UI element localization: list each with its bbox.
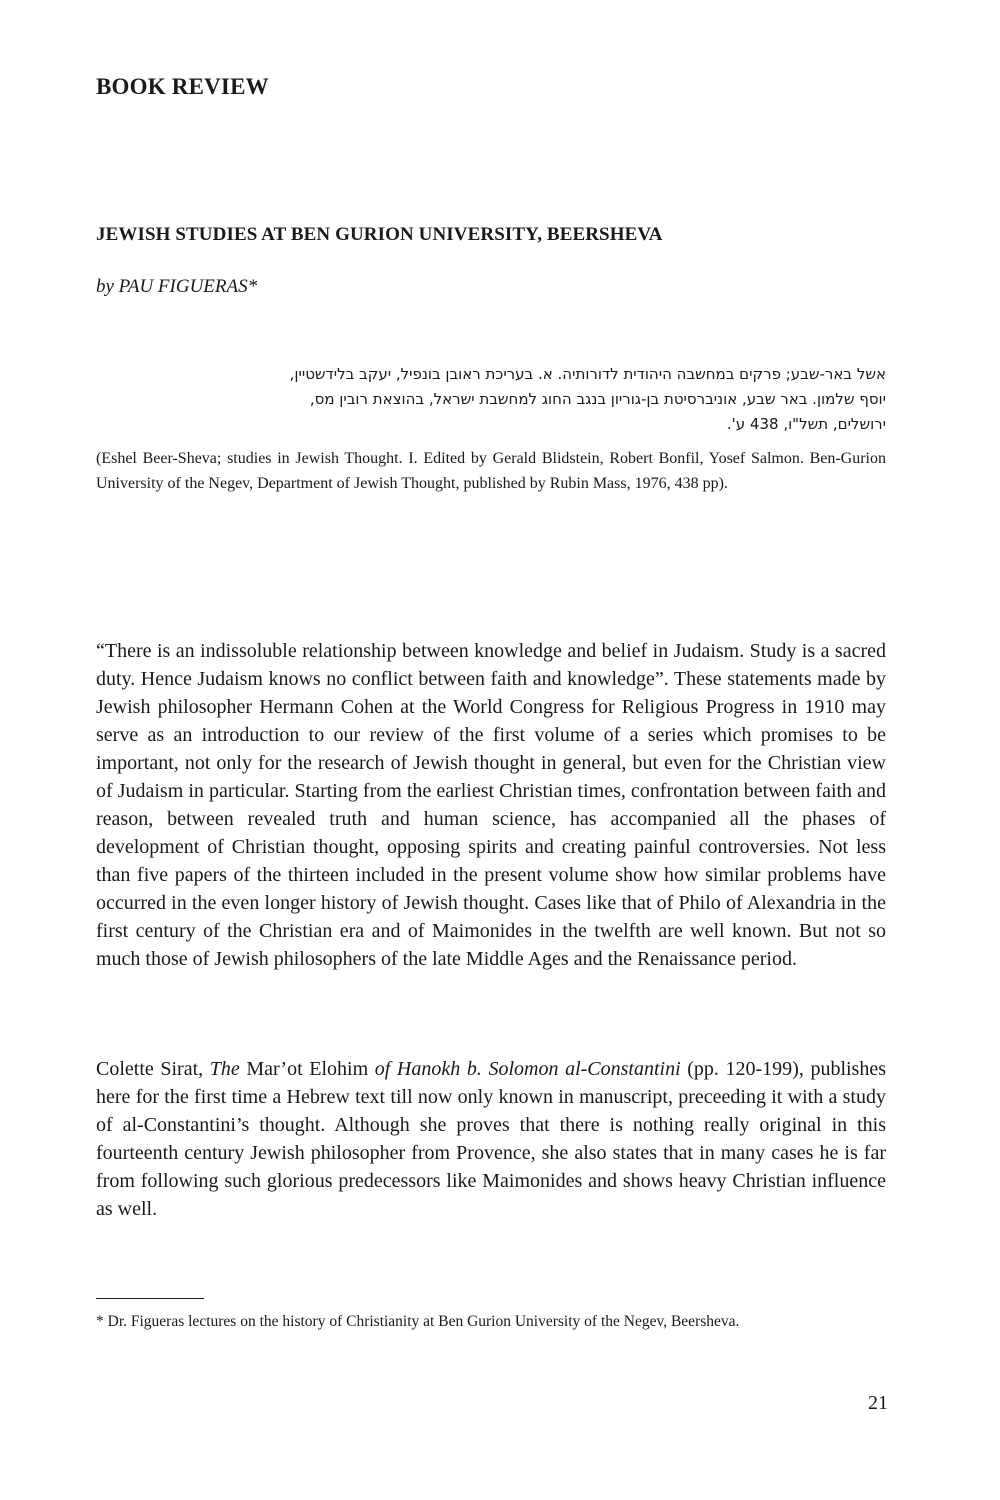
reviewed-title-roman: Mar’ot Elohim bbox=[239, 1058, 375, 1080]
hebrew-citation-line: ירושלים, תשל"ו, 438 ע'. bbox=[726, 415, 886, 433]
reviewed-title-italic: of Hanokh b. Solomon al-Constantini bbox=[374, 1058, 681, 1080]
body-paragraph bbox=[96, 1055, 886, 1223]
article-title: JEWISH STUDIES AT BEN GURION UNIVERSITY, BEERSHEVA bbox=[96, 224, 663, 245]
section-heading: BOOK REVIEW bbox=[96, 74, 269, 99]
author-byline: by PAU FIGUERAS* bbox=[96, 276, 258, 297]
hebrew-citation-line: אשל באר-שבע; פרקים במחשבה היהודית לדורותיה. א. בעריכת ראובן בונפיל, יעקב בלידשטיין, bbox=[289, 365, 886, 383]
paragraph-text: (pp. 120-199), publishes here for the first time a Hebrew text till now only known in manuscript, preceeding it with a study of al-Constantini’s thought. Although she proves that there is nothing really original in this fourteenth century Jewish philosopher from Provence, she also states that in many cases he is far from following such glorious predecessors like Maimonides and shows heavy Christian influence as well. bbox=[96, 1058, 886, 1220]
reviewed-title-italic: The bbox=[209, 1058, 240, 1080]
footnote: * Dr. Figueras lectures on the history of Christianity at Ben Gurion University of the Negev, Beersheva. bbox=[96, 1313, 740, 1330]
hebrew-citation-line: יוסף שלמון. באר שבע, אוניברסיטת בן-גוריון בנגב החוג למחשבת ישראל, בהוצאת רובין מס, bbox=[309, 390, 886, 408]
footnote-divider bbox=[96, 1298, 204, 1299]
hebrew-citation bbox=[96, 362, 886, 437]
english-citation: (Eshel Beer-Sheva; studies in Jewish Thought. I. Edited by Gerald Blidstein, Robert Bonfil, Yosef Salmon. Ben-Gurion University of the Negev, Department of Jewish Thought, published by Rubin Mass, 1976, 438 pp). bbox=[96, 450, 886, 492]
body-paragraph: “There is an indissoluble relationship between knowledge and belief in Judaism. Study is a sacred duty. Hence Judaism knows no conflict between faith and knowledge”. These statements made by Jewish philosopher Hermann Cohen at the World Congress for Religious Progress in 1910 may serve as an introduction to our review of the first volume of a series which promises to be important, not only for the research of Jewish thought in general, but even for the Christian view of Judaism in particular. Starting from the earliest Christian times, confrontation between faith and reason, between revealed truth and human science, has accompanied all the phases of development of Christian thought, opposing spirits and creating painful controversies. Not less than five papers of the thirteen included in the present volume show how similar problems have occurred in the even longer history of Jewish thought. Cases like that of Philo of Alexandria in the first century of the Christian era and of Maimonides in the twelfth are well known. But not so much those of Jewish philosophers of the late Middle Ages and the Renaissance period. bbox=[96, 640, 886, 970]
reviewed-author: Colette Sirat, bbox=[96, 1058, 210, 1080]
page-number: 21 bbox=[868, 1392, 888, 1414]
